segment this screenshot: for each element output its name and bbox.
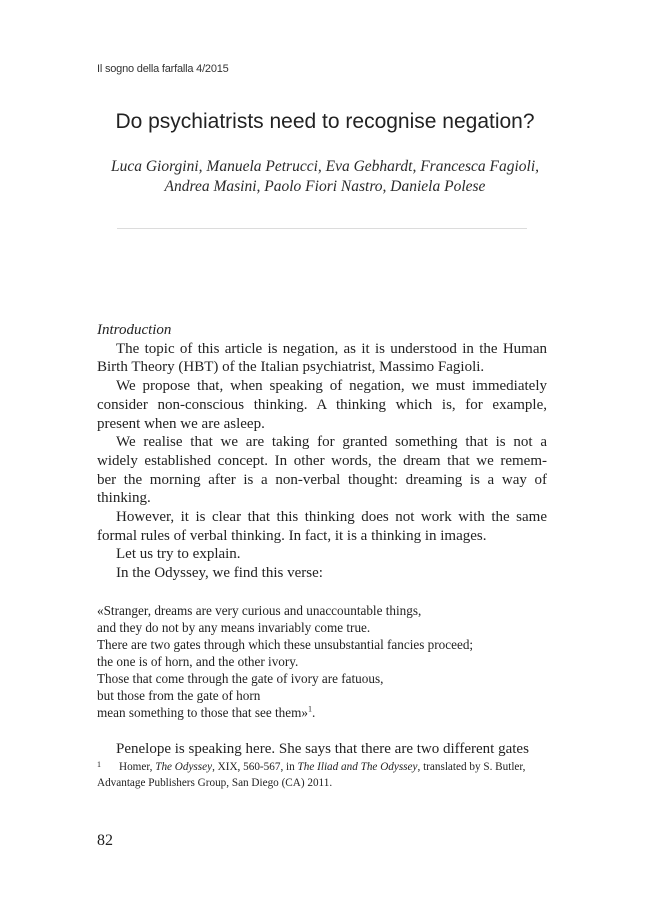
paragraph-line: We propose that, when speaking of negation, we must immediately xyxy=(116,378,547,395)
paragraph-line: consider non-conscious thinking. A thinking which is, for example, xyxy=(97,396,547,413)
paragraph-line: widely established concept. In other words, the dream that we remem- xyxy=(97,452,547,469)
quote-line: Those that come through the gate of ivory are fatuous, xyxy=(97,671,384,687)
paragraph-line: However, it is clear that this thinking does not work with the same xyxy=(116,509,547,526)
paragraph-line: thinking. xyxy=(97,490,151,507)
paragraph xyxy=(97,433,547,508)
footnote-collection: The Iliad and The Odyssey xyxy=(297,761,418,773)
page-number: 82 xyxy=(97,832,113,849)
quote-line: but those from the gate of horn xyxy=(97,688,261,704)
running-head: Il sogno della farfalla 4/2015 xyxy=(97,63,229,75)
quote-line: the one is of horn, and the other ivory. xyxy=(97,654,299,670)
footnote xyxy=(97,759,547,791)
paragraph: Let us try to explain. xyxy=(116,546,241,563)
section-heading: Introduction xyxy=(97,322,172,338)
title-divider xyxy=(117,228,527,229)
paragraph-line: Birth Theory (HBT) of the Italian psychiatrist, Massimo Fagioli. xyxy=(97,359,485,376)
article-body xyxy=(97,321,547,758)
author-line: Luca Giorgini, Manuela Petrucci, Eva Gebhardt, Francesca Fagioli, xyxy=(110,158,540,175)
paragraph-line: We realise that we are taking for granted something that is not a xyxy=(116,434,547,451)
article-title: Do psychiatrists need to recognise negation? xyxy=(115,110,535,133)
paragraph xyxy=(97,508,547,545)
footnote-reference[interactable]: 1 xyxy=(307,705,312,715)
paragraph-line: formal rules of verbal thinking. In fact, it is a thinking in images. xyxy=(97,527,487,544)
footnote-line: Advantage Publishers Group, San Diego (CA) 2011. xyxy=(97,777,333,789)
paragraph: Penelope is speaking here. She says that there are two different gates xyxy=(116,740,529,757)
footnote-number: 1 xyxy=(97,760,101,769)
paragraph-line: The topic of this article is negation, as it is understood in the Human xyxy=(116,340,547,357)
quote-line: and they do not by any means invariably come true. xyxy=(97,619,371,635)
quote-line: mean something to those that see them»$^1$. xyxy=(97,705,316,721)
paragraph xyxy=(97,377,547,433)
footnote-line xyxy=(97,759,547,775)
footnote-author: Homer, xyxy=(119,761,156,773)
quote-line: «Stranger, dreams are very curious and unaccountable things, xyxy=(97,602,422,618)
author-line: Andrea Masini, Paolo Fiori Nastro, Daniela Polese xyxy=(164,178,486,195)
footnote-work: The Odyssey xyxy=(155,761,213,773)
block-quote xyxy=(97,602,547,722)
author-list xyxy=(0,157,650,197)
footnote-rest: , translated by S. Butler, xyxy=(417,761,526,773)
quote-last-text: mean something to those that see them» xyxy=(97,705,308,721)
paragraph-line: present when we are asleep. xyxy=(97,415,265,432)
footnote-ref: , XIX, 560-567, in xyxy=(212,761,298,773)
paragraph: In the Odyssey, we find this verse: xyxy=(116,565,323,582)
paragraph xyxy=(97,340,547,377)
quote-line: There are two gates through which these unsubstantial fancies proceed; xyxy=(97,637,474,653)
paragraph-line: ber the morning after is a non-verbal thought: dreaming is a way of xyxy=(97,471,547,488)
